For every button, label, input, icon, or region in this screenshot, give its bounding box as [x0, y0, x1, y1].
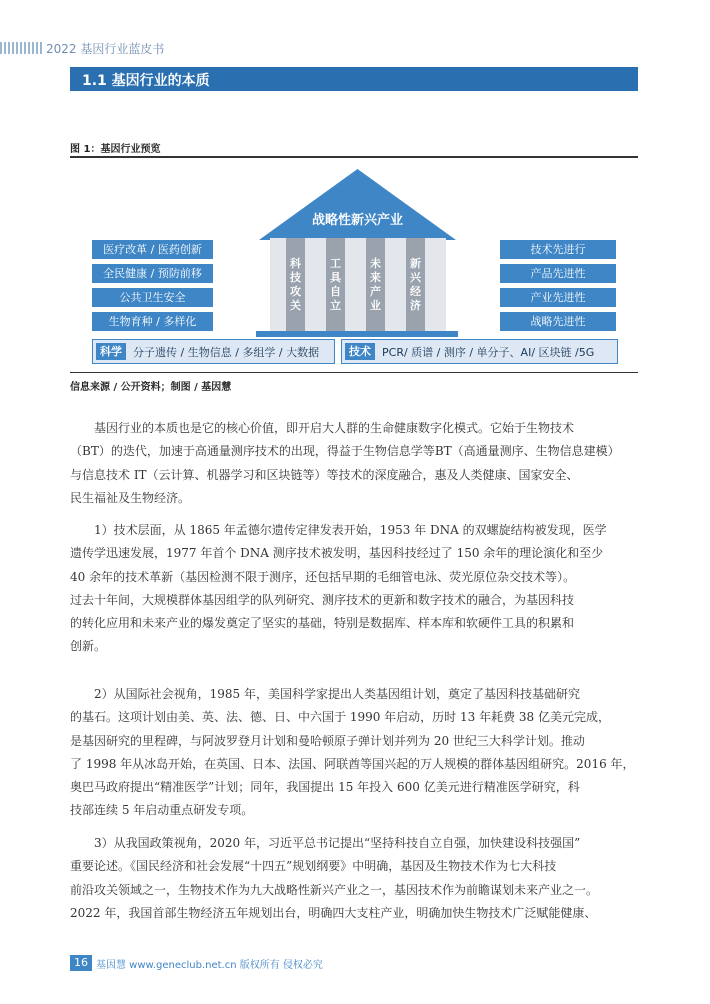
- pillar-char: 科: [290, 256, 301, 270]
- technology-tag: 技术: [345, 343, 375, 360]
- pillar-char: 工: [330, 256, 341, 270]
- page-number: 16: [70, 955, 92, 971]
- header-title: 2022 基因行业蓝皮书: [46, 42, 165, 56]
- page-footer: [70, 955, 470, 971]
- pillar-char: 产: [370, 284, 381, 298]
- paragraph-line: 奥巴马政府提出“精准医学”计划；同年，我国提出 15 年投入 600 亿美元进行精准医学研究，科: [70, 780, 580, 795]
- paragraph-line: 的转化应用和未来产业的爆发奠定了坚实的基础，特别是数据库、样本库和软硬件工具的积累和: [70, 616, 575, 631]
- paragraph-line: 了 1998 年从冰岛开始，在英国、日本、法国、阿联酋等国兴起的万人规模的群体基因组研究。2016 年，: [70, 756, 635, 771]
- paragraph-line: 创新。: [70, 639, 107, 654]
- footer-text: 基因慧 www.geneclub.net.cn 版权所有 侵权必究: [96, 960, 323, 971]
- right-item: 战略先进性: [500, 312, 616, 331]
- section-bar: [70, 67, 638, 91]
- paragraph-line: 过去十年间，大规模群体基因组学的队列研究、测序技术的更新和数字技术的融合，为基因科技: [70, 592, 575, 607]
- figure-caption: 图 1：基因行业预览: [70, 144, 161, 155]
- technology-band: [341, 339, 618, 364]
- paragraph-line: 的基石。这项计划由美、英、法、德、日、中六国于 1990 年启动，历时 13 年耗费 38 亿美元完成，: [70, 710, 610, 725]
- pillar-char: 未: [370, 256, 381, 270]
- pillar: [326, 238, 345, 331]
- strategic-roof: [259, 169, 456, 240]
- right-item: 产业先进性: [500, 288, 616, 307]
- roof-shape: [259, 169, 456, 240]
- paragraph-line: 40 余年的技术革新（基因检测不限于测序，还包括早期的毛细管电泳、荧光原位杂交技术等）。: [70, 569, 576, 584]
- right-item: 产品先进性: [500, 264, 616, 283]
- paragraph: [70, 417, 638, 510]
- science-tag: 科学: [96, 343, 126, 360]
- left-item: 医疗改革 / 医药创新: [92, 240, 213, 259]
- running-header: [0, 40, 300, 58]
- pillar-char: 兴: [410, 270, 421, 284]
- pillar-char: 来: [370, 270, 381, 284]
- paragraph-line: 前沿攻关领域之一，生物技术作为九大战略性新兴产业之一，基因技术作为前瞻谋划未来产业之一。: [70, 882, 599, 897]
- figure-top-rule: [70, 156, 638, 158]
- pillar-char: 具: [330, 270, 341, 284]
- left-item: 全民健康 / 预防前移: [92, 264, 213, 283]
- paragraph-line: 基因行业的本质也是它的核心价值，即开启大人群的生命健康数字化模式。它始于生物技术: [94, 421, 575, 435]
- paragraph-line: （BT）的迭代，加速于高通量测序技术的出现，得益于生物信息学等BT（高通量测序、生物信息建模）: [70, 444, 620, 459]
- header-bars-icon: [0, 42, 42, 54]
- paragraph-line: 技部连续 5 年启动重点研发专项。: [70, 803, 254, 818]
- science-text: 分子遗传 / 生物信息 / 多组学 / 大数据: [133, 346, 320, 359]
- paragraph-line: 2）从国际社会视角，1985 年，美国科学家提出人类基因组计划，奠定了基因科技基础研究: [94, 687, 580, 701]
- left-item: 生物育种 / 多样化: [92, 312, 213, 331]
- pillar-base: [256, 331, 458, 337]
- pillar-char: 自: [330, 284, 341, 298]
- paragraph-line: 遗传学迅速发展，1977 年首个 DNA 测序技术被发明，基因科技经过了 150 余年的理论演化和至少: [70, 546, 604, 561]
- pillar: [286, 238, 305, 331]
- pillar-char: 立: [330, 298, 341, 312]
- technology-text: PCR/ 质谱 / 测序 / 单分子、AI/ 区块链 /5G: [382, 346, 595, 359]
- pillar-char: 经: [410, 284, 421, 298]
- pillar-char: 业: [370, 298, 381, 312]
- right-item: 技术先进行: [500, 240, 616, 259]
- pillar-char: 济: [410, 298, 421, 312]
- section-title: 1.1 基因行业的本质: [82, 73, 210, 89]
- pillar-char: 关: [290, 298, 301, 312]
- paragraph-line: 3）从我国政策视角，2020 年，习近平总书记提出“坚持科技自立自强，加快建设科技强国”: [94, 836, 581, 850]
- paragraph-line: 重要论述。《国民经济和社会发展“十四五”规划纲要》中明确，基因及生物技术作为七大科技: [70, 859, 557, 874]
- left-item: 公共卫生安全: [92, 288, 213, 307]
- paragraph-line: 是基因研究的里程碑，与阿波罗登月计划和曼哈顿原子弹计划并列为 20 世纪三大科学计划。推动: [70, 733, 585, 748]
- paragraph-line: 民生福祉及生物经济。: [70, 490, 191, 505]
- pillar: [366, 238, 385, 331]
- pillar-char: 技: [290, 270, 301, 284]
- pillar: [406, 238, 425, 331]
- paragraph-line: 2022 年，我国首部生物经济五年规划出台，明确四大支柱产业，明确加快生物技术广泛赋能健康、: [70, 905, 597, 920]
- paragraph: [70, 683, 638, 823]
- pillar-char: 新: [410, 256, 421, 270]
- figure-bottom-rule: [70, 372, 638, 373]
- figure-source: 信息来源 / 公开资料；制图 / 基因慧: [70, 382, 232, 393]
- paragraph: [70, 832, 638, 925]
- science-band: [92, 339, 335, 364]
- pillar-char: 攻: [290, 284, 301, 298]
- paragraph-line: 1）技术层面，从 1865 年孟德尔遗传定律发表开始，1953 年 DNA 的双螺旋结构被发现，医学: [94, 523, 607, 537]
- paragraph: [70, 519, 638, 659]
- paragraph-line: 与信息技术 IT（云计算、机器学习和区块链等）等技术的深度融合，惠及人类健康、国家安全、: [70, 467, 579, 482]
- roof-label: 战略性新兴产业: [311, 213, 404, 228]
